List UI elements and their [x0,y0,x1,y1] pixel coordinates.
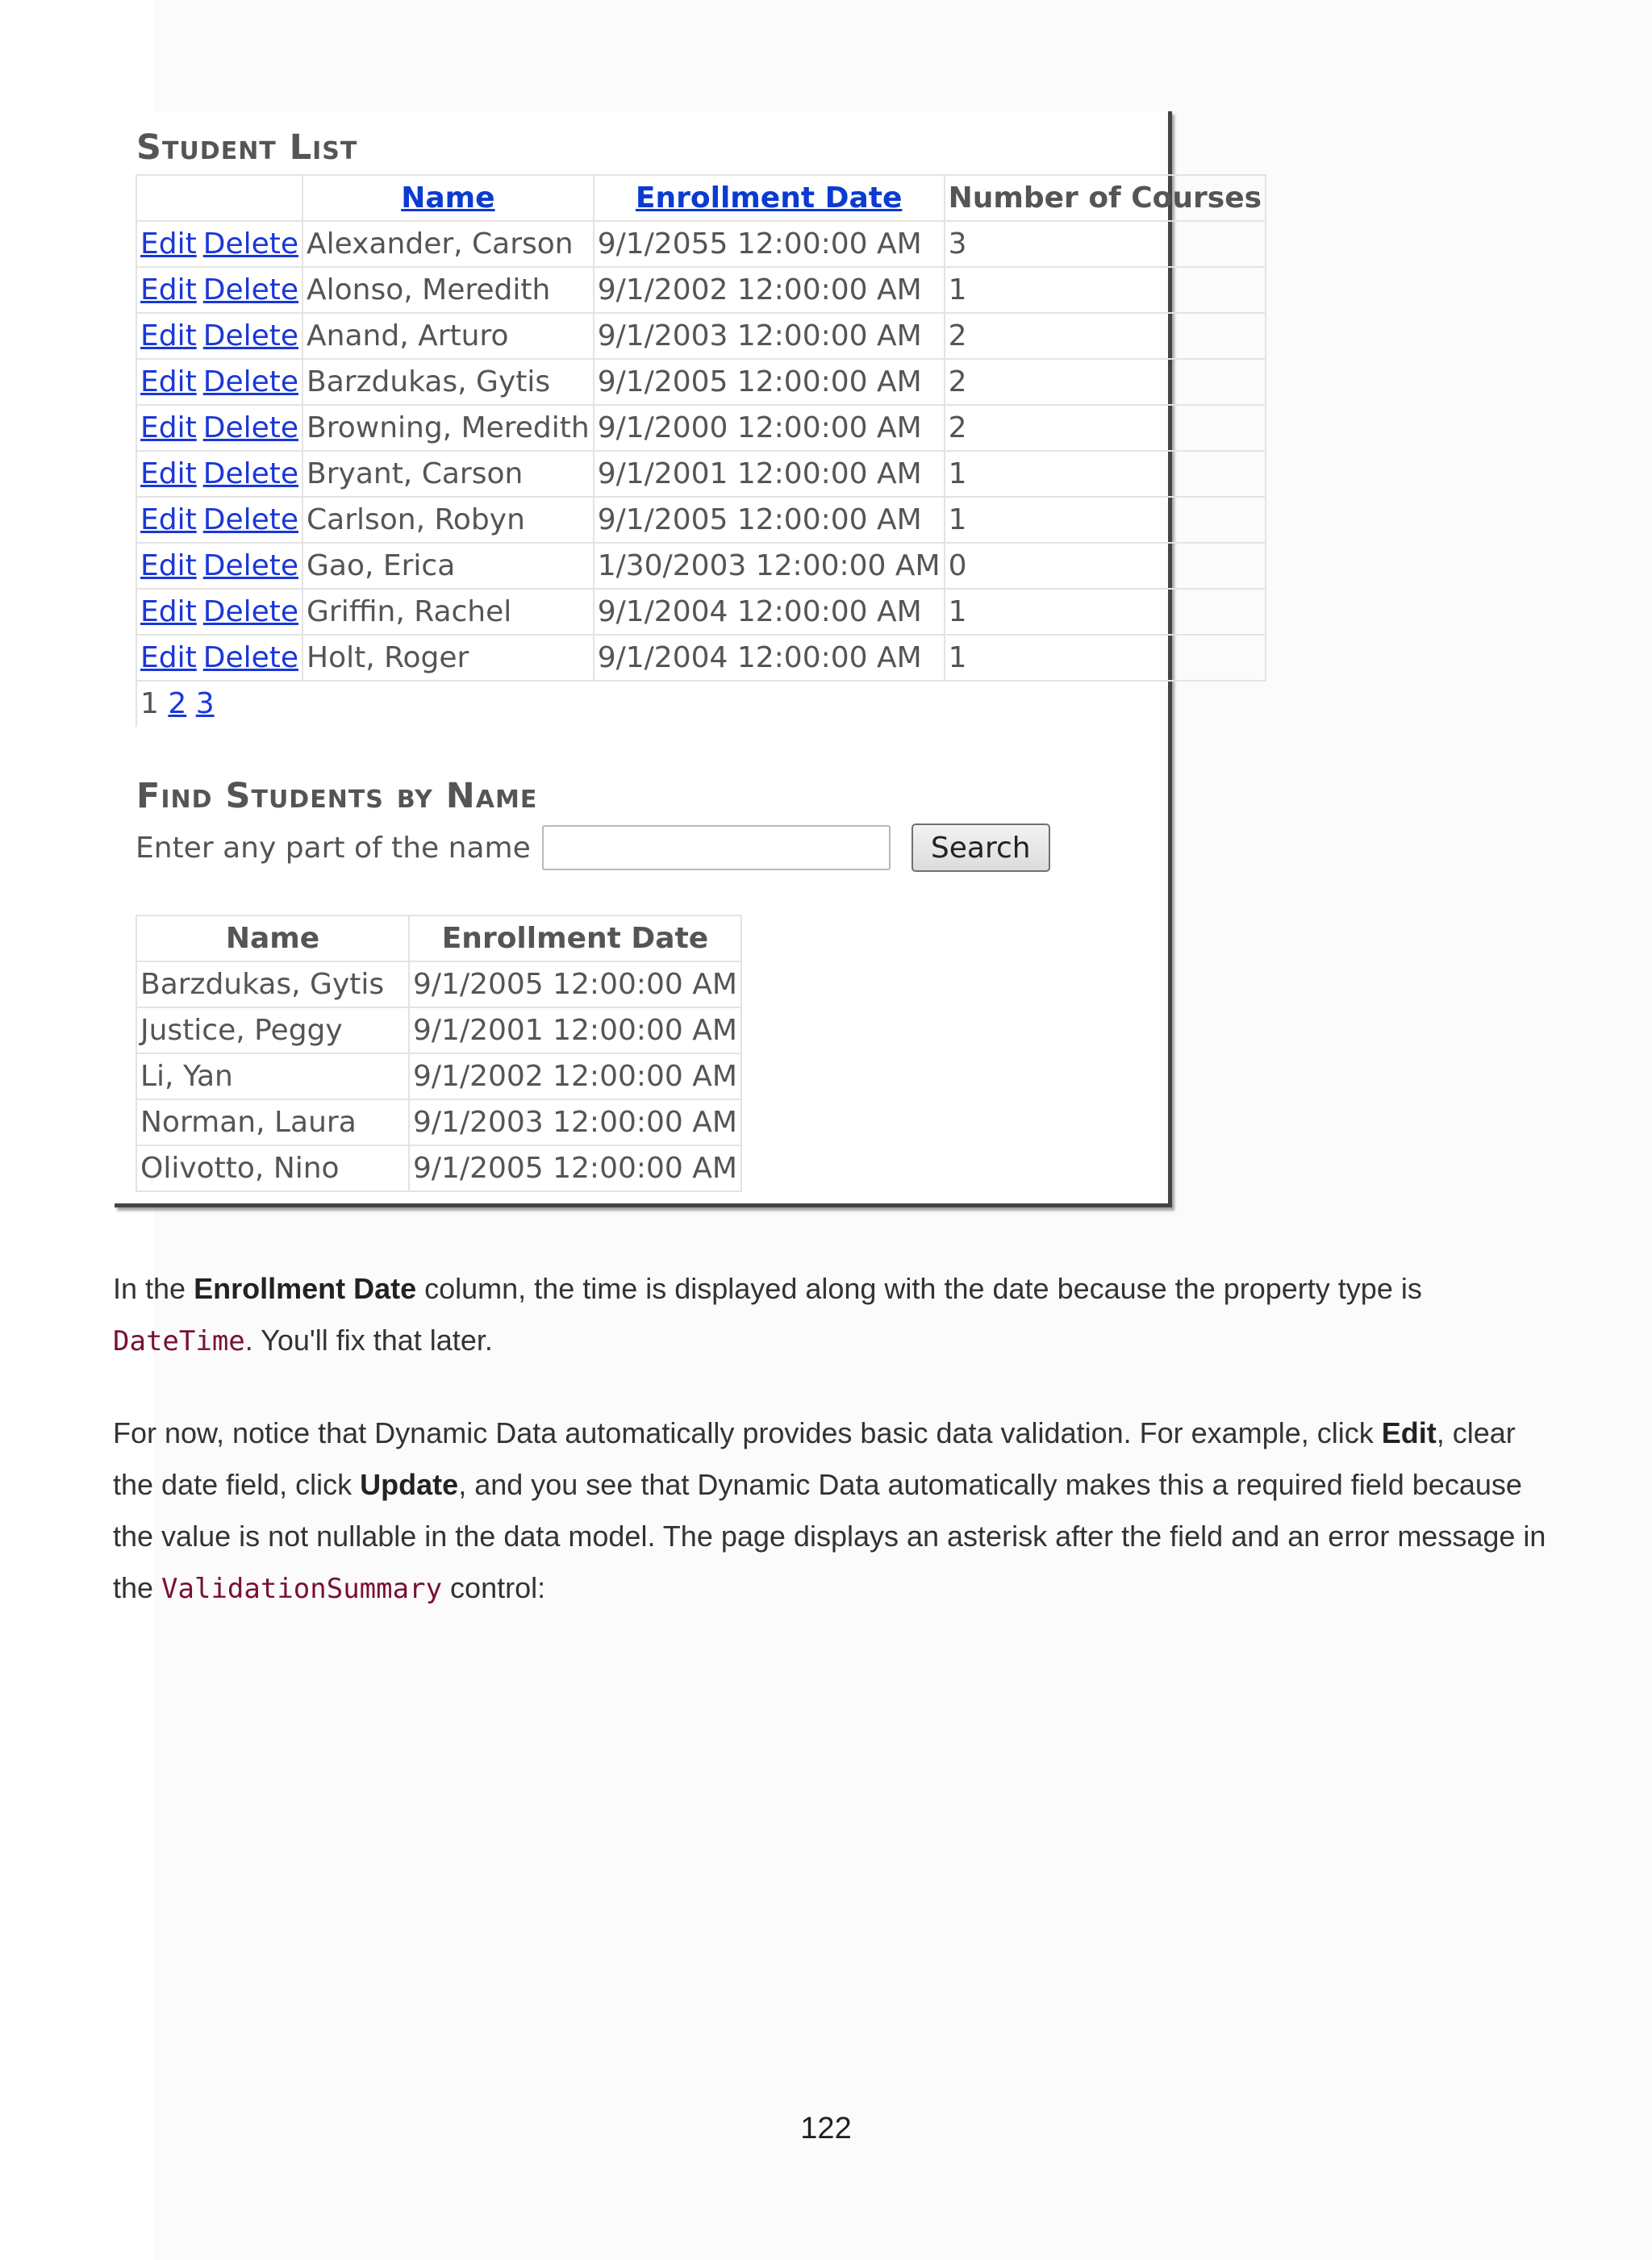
edit-link[interactable]: Edit [140,227,197,261]
result-name-cell: Justice, Peggy [136,1007,409,1053]
enrollment-date-column-header[interactable] [594,175,945,221]
result-date-cell: 9/1/2002 12:00:00 AM [409,1053,741,1099]
table-row [136,267,1266,313]
screenshot-panel [115,111,1262,1207]
paragraph-1 [113,1263,1549,1367]
enrollment-date-cell: 9/1/2004 12:00:00 AM [594,589,945,635]
p1-text-a: In the [113,1272,194,1305]
table-row [136,1145,741,1191]
delete-link[interactable]: Delete [202,273,299,306]
row-actions [136,405,302,451]
p1-text-c: column, the time is displayed along with the date because the property type is [416,1272,1422,1305]
enrollment-date-cell: 9/1/2005 12:00:00 AM [594,497,945,543]
result-name-cell: Barzdukas, Gytis [136,961,409,1007]
pager-row [136,681,1266,727]
row-actions [136,313,302,359]
student-name-cell: Bryant, Carson [302,451,594,497]
sort-by-name-link[interactable]: Name [401,181,495,215]
enrollment-date-cell: 9/1/2004 12:00:00 AM [594,635,945,681]
student-name-cell: Alonso, Meredith [302,267,594,313]
name-column-header[interactable] [302,175,594,221]
edit-link[interactable]: Edit [140,548,197,582]
courses-count-cell: 2 [945,405,1266,451]
table-row [136,1053,741,1099]
edit-link[interactable]: Edit [140,411,197,444]
results-header-row [136,915,741,961]
result-date-cell: 9/1/2003 12:00:00 AM [409,1099,741,1145]
delete-link[interactable]: Delete [202,548,299,582]
delete-link[interactable]: Delete [202,457,299,490]
delete-link[interactable]: Delete [202,594,299,628]
delete-link[interactable]: Delete [202,365,299,398]
courses-count-cell: 0 [945,543,1266,589]
edit-link[interactable]: Edit [140,502,197,536]
enrollment-date-cell: 9/1/2000 12:00:00 AM [594,405,945,451]
row-actions [136,589,302,635]
pager [136,681,1266,727]
p2-code-validationsummary: ValidationSummary [161,1573,443,1605]
student-rows [136,221,1266,681]
table-row [136,589,1266,635]
p2-text-a: For now, notice that Dynamic Data automatically provides basic data validation. For example, click [113,1416,1382,1449]
enrollment-date-cell: 9/1/2002 12:00:00 AM [594,267,945,313]
p2-text-c: , clear the date field, click [113,1416,1516,1501]
student-list-title: Student List [136,127,358,168]
results-name-header: Name [136,915,409,961]
edit-link[interactable]: Edit [140,365,197,398]
table-row [136,497,1266,543]
result-name-cell: Li, Yan [136,1053,409,1099]
name-search-input[interactable] [542,825,891,870]
pager-link-page-2[interactable]: 2 [168,687,187,720]
courses-count-cell: 1 [945,589,1266,635]
delete-link[interactable]: Delete [202,227,299,261]
result-date-cell: 9/1/2005 12:00:00 AM [409,961,741,1007]
table-row [136,1007,741,1053]
table-header-row [136,175,1266,221]
student-name-cell: Gao, Erica [302,543,594,589]
p2-bold-update: Update [360,1468,459,1501]
table-row [136,1099,741,1145]
result-name-cell: Norman, Laura [136,1099,409,1145]
table-row [136,221,1266,267]
student-name-cell: Anand, Arturo [302,313,594,359]
find-label: Enter any part of the name [136,831,531,865]
student-list-table [136,174,1266,727]
courses-count-cell: 1 [945,451,1266,497]
p2-text-f: control: [442,1571,546,1604]
row-actions [136,635,302,681]
enrollment-date-cell: 9/1/2055 12:00:00 AM [594,221,945,267]
find-students-title: Find Students by Name [136,776,538,816]
p1-bold-enrollment-date: Enrollment Date [194,1272,417,1305]
page-number: 122 [800,2112,852,2145]
student-name-cell: Browning, Meredith [302,405,594,451]
search-button[interactable]: Search [912,824,1050,872]
enrollment-date-cell: 9/1/2003 12:00:00 AM [594,313,945,359]
pager-link-page-3[interactable]: 3 [195,687,215,720]
row-actions [136,497,302,543]
edit-link[interactable]: Edit [140,457,197,490]
delete-link[interactable]: Delete [202,640,299,674]
pager-current-page: 1 [140,687,159,720]
enrollment-date-cell: 1/30/2003 12:00:00 AM [594,543,945,589]
search-results-table [136,915,742,1192]
result-rows [136,961,741,1191]
edit-link[interactable]: Edit [140,640,197,674]
student-name-cell: Griffin, Rachel [302,589,594,635]
courses-count-cell: 1 [945,497,1266,543]
row-actions [136,451,302,497]
student-name-cell: Barzdukas, Gytis [302,359,594,405]
courses-count-cell: 1 [945,635,1266,681]
results-enrollment-date-header: Enrollment Date [409,915,741,961]
p1-text-d: . You'll fix that later. [244,1324,493,1357]
row-actions [136,543,302,589]
result-name-cell: Olivotto, Nino [136,1145,409,1191]
table-row [136,405,1266,451]
p2-bold-edit: Edit [1381,1416,1437,1449]
paragraph-2 [113,1407,1549,1615]
courses-count-cell: 2 [945,313,1266,359]
edit-link[interactable]: Edit [140,594,197,628]
table-row [136,543,1266,589]
row-actions [136,221,302,267]
edit-link[interactable]: Edit [140,319,197,352]
result-date-cell: 9/1/2001 12:00:00 AM [409,1007,741,1053]
row-actions [136,359,302,405]
table-row [136,313,1266,359]
courses-column-header: Number of Courses [945,175,1266,221]
p2-text-e: , and you see that Dynamic Data automatically makes this a required field because the value is not nullable in the data model. The page displays an asterisk after the field and an error message in the [113,1468,1546,1604]
result-date-cell: 9/1/2005 12:00:00 AM [409,1145,741,1191]
courses-count-cell: 3 [945,221,1266,267]
enrollment-date-cell: 9/1/2005 12:00:00 AM [594,359,945,405]
courses-count-cell: 1 [945,267,1266,313]
find-row [136,823,1103,873]
delete-link[interactable]: Delete [202,411,299,444]
courses-count-cell: 2 [945,359,1266,405]
edit-link[interactable]: Edit [140,273,197,306]
actions-column-header [136,175,302,221]
enrollment-date-cell: 9/1/2001 12:00:00 AM [594,451,945,497]
table-row [136,359,1266,405]
p1-code-datetime: DateTime [113,1325,245,1357]
table-row [136,635,1266,681]
delete-link[interactable]: Delete [202,319,299,352]
table-row [136,961,741,1007]
student-name-cell: Alexander, Carson [302,221,594,267]
student-name-cell: Holt, Roger [302,635,594,681]
sort-by-enrollment-date-link[interactable]: Enrollment Date [635,181,903,215]
student-name-cell: Carlson, Robyn [302,497,594,543]
delete-link[interactable]: Delete [202,502,299,536]
row-actions [136,267,302,313]
table-row [136,451,1266,497]
